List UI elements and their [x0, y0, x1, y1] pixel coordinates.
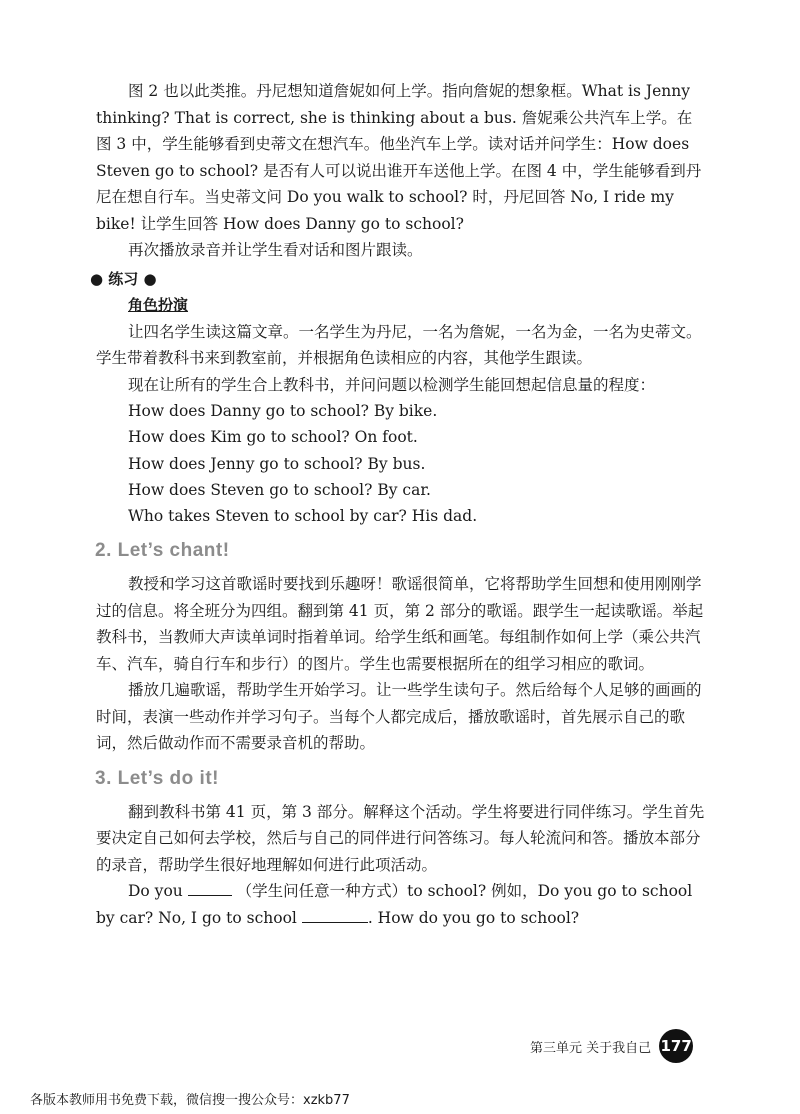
doit-heading: 3. Let’s do it! — [95, 767, 219, 789]
unit-title: 第三单元 关于我自己 — [530, 1040, 652, 1056]
fill-blank — [188, 881, 232, 896]
practice-label: ● 练习 ● — [90, 269, 157, 288]
page-body — [90, 78, 706, 931]
fill-blank — [302, 908, 368, 923]
question-item: How does Steven go to school? By car. — [128, 480, 431, 499]
paragraph-doit-1: 翻到教科书第 41 页，第 3 部分。解释这个活动。学生将要进行同伴练习。学生首先要决定自己如何去学校，然后与自己的同伴进行问答练习。每人轮流问和答。播放本部分的录音，帮助学生很好地理解如何进行此项活动。 — [96, 802, 705, 874]
paragraph-doit-2 — [96, 878, 706, 931]
download-notice: 各版本教师用书免费下载，微信搜一搜公众号：xzkb77 — [30, 1093, 350, 1108]
question-item: How does Danny go to school? By bike. — [128, 402, 438, 420]
chant-heading: 2. Let’s chant! — [95, 540, 230, 562]
page-footer — [530, 1029, 693, 1063]
paragraph-role-play: 让四名学生读这篇文章。一名学生为丹尼，一名为詹妮，一名为金，一名为史蒂文。学生带着教科书来到教室前，并根据角色读相应的内容，其他学生跟读。 — [96, 322, 702, 367]
paragraph-intro: 图 2 也以此类推。丹尼想知道詹妮如何上学。指向詹妮的想象框。What is Jenny thinking? That is correct, she is thinking about a bus. 詹妮乘公共汽车上学。在图 3 中，学生能够看到史蒂文在想汽车。他坐汽车上学。读对话并问学生：How does Steven go to school? 是否有人可以说出谁开车送他上学。在图 4 中，学生能够看到丹尼在想自行车。当史蒂文问 Do you walk to school? 时，丹尼回答 No, I ride my bike! 让学生回答 How does Danny go to school? — [96, 82, 702, 233]
page-number: 177 — [659, 1029, 693, 1063]
doit-text-b: （学生问任意一种方式）to school? 例如，Do you go to school by car? No, I go to school — [96, 882, 693, 927]
paragraph-replay: 再次播放录音并让学生看对话和图片跟读。 — [128, 241, 423, 259]
paragraph-recall: 现在让所有的学生合上教科书，并问问题以检测学生能回想起信息量的程度： — [128, 375, 656, 394]
question-list — [96, 398, 706, 529]
doit-text-c: . How do you go to school? — [367, 908, 580, 927]
question-item: How does Jenny go to school? By bus. — [128, 454, 426, 473]
paragraph-chant-1: 教授和学习这首歌谣时要找到乐趣呀！歌谣很简单，它将帮助学生回想和使用刚刚学过的信息。将全班分为四组。翻到第 41 页，第 2 部分的歌谣。跟学生一起读歌谣。举起教科书，当教师大声读单词时指着单词。给学生纸和画笔。每组制作如何上学（乘公共汽车、汽车，骑自行车和步行）的图片。学生也需要根据所在的组学习相应的歌词。 — [96, 575, 704, 673]
paragraph-chant-2: 播放几遍歌谣，帮助学生开始学习。让一些学生读句子。然后给每个人足够的画画的时间，表演一些动作并学习句子。当每个人都完成后，播放歌谣时，首先展示自己的歌词，然后做动作而不需要录音机的帮助。 — [96, 681, 702, 753]
question-item: How does Kim go to school? On foot. — [128, 428, 418, 447]
question-item: Who takes Steven to school by car? His dad. — [128, 507, 478, 526]
role-play-title: 角色扮演 — [128, 296, 189, 314]
doit-text-a: Do you — [128, 882, 183, 901]
